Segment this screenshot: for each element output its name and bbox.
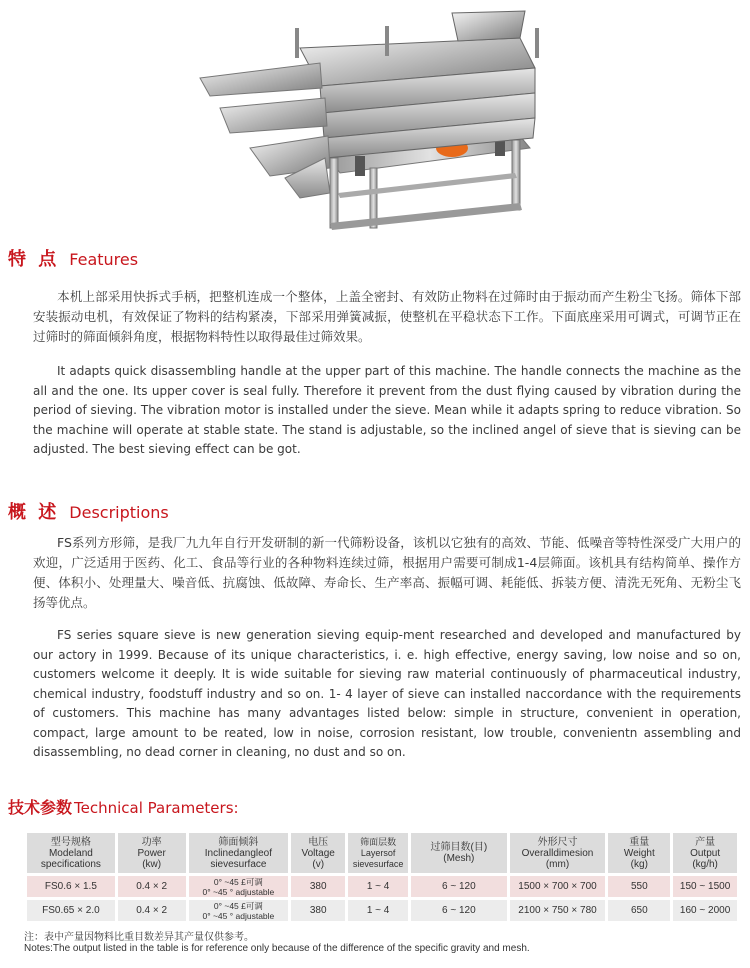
descriptions-title-cn: 概 述: [8, 502, 60, 523]
col-layers: 筛面层数 Layersof sievesurface: [348, 833, 408, 873]
note-cn: 注：表中产量因物料比重目数差异其产量仅供参考。: [24, 932, 254, 943]
col-model: 型号规格 Modeland specifications: [27, 833, 115, 873]
features-paragraph-cn: 本机上部采用快拆式手柄，把整机连成一个整体，上盖全密封、有效防止物料在过筛时由于振动而产生粉尘飞扬。筛体下部安装振动电机，有效保证了物料的结构紧凑，下部采用弹簧减振，使整机在平稳状态下工作。下面底座采用可调式，可调节正在过筛时的筛面倾斜角度，根据物料特性以取得最佳过筛效果。: [33, 289, 741, 344]
descriptions-paragraph-en: FS series square sieve is new generation sieving equip-ment researched and developed and manufactured by our actory in 1999. Because of its unique characteristics, i. e. high effective, energy saving, low noise and so on, customers welcome it deeply. It is wide suitable for sieving raw material continuously of pharmaceutical industry, chemical industry, foodstuff industry and so on. 1- 4 layer of sieve can installed naccordance with the requirements of customers. This machine has many advantages listed below: simple in structure, convenient in operation, compact, large amount to be reated, low in noise, corrosion resistant, low trouble, convenientn assembling and disassembling, no dead corner in cleaning, no dust and so on.: [33, 628, 741, 759]
tech-title-en: Technical Parameters:: [74, 799, 239, 817]
sieve-machine-photo: [190, 8, 570, 240]
features-title-en: Features: [69, 250, 139, 269]
tech-params-heading: [8, 795, 239, 818]
col-voltage: 电压 Voltage (v): [291, 833, 345, 873]
features-heading: [8, 245, 138, 271]
features-title-cn: 特 点: [8, 249, 60, 270]
col-dimension: 外形尺寸 Overalldimesion (mm): [510, 833, 606, 873]
col-weight: 重量 Weight (kg): [608, 833, 670, 873]
note-en: Notes:The output listed in the table is for reference only because of the difference of the specific gravity and mesh.: [24, 943, 530, 954]
descriptions-heading: [8, 498, 169, 524]
col-output: 产量 Output (kg/h): [673, 833, 737, 873]
table-row: FS0.6 × 1.5 0.4 × 2 0° ~45 £可调 0° ~45 ° adjustable 380 1 ~ 4 6 ~ 120 1500 × 700 × 700 550 150 ~ 1500: [27, 876, 737, 897]
col-mesh: 过筛目数(目) (Mesh): [411, 833, 507, 873]
tech-params-table: [24, 830, 740, 924]
table-header-row: [27, 833, 737, 873]
col-power: 功率 Power (kw): [118, 833, 186, 873]
col-incline: 筛面倾斜 Inclinedangleof sievesurface: [189, 833, 289, 873]
tech-title-cn: 技术参数: [8, 798, 73, 817]
descriptions-paragraph-cn: FS系列方形筛，是我厂九九年自行开发研制的新一代筛粉设备，该机以它独有的高效、节能、低噪音等特性深受广大用户的欢迎，广泛适用于医药、化工、食品等行业的各种物料连续过筛，根据用户需要可制成1-4层筛面。该机具有结构简单、操作方便、体积小、处理量大、噪音低、抗腐蚀、低故障、寿命长、生产率高、振幅可调、耗能低、拆装方便、清洗无死角、无粉尘飞扬等优点。: [33, 535, 741, 610]
features-paragraph-en: It adapts quick disassembling handle at the upper part of this machine. The handle connects the machine as the all and the one. Its upper cover is seal fully. Therefore it prevent from the dust flying caused by vibration during the period of sieving. The vibration motor is installed under the sieve. Mean while it adapts spring to reduce vibration. So the machine will operate at stable state. The stand is adjustable, so the inclined angel of sieve that is sieving can be adjusted. The best sieving effect can be got.: [33, 364, 741, 456]
descriptions-title-en: Descriptions: [69, 503, 169, 522]
table-row: FS0.65 × 2.0 0.4 × 2 0° ~45 £可调 0° ~45 ° adjustable 380 1 ~ 4 6 ~ 120 2100 × 750 × 780 650 160 ~ 2000: [27, 900, 737, 921]
